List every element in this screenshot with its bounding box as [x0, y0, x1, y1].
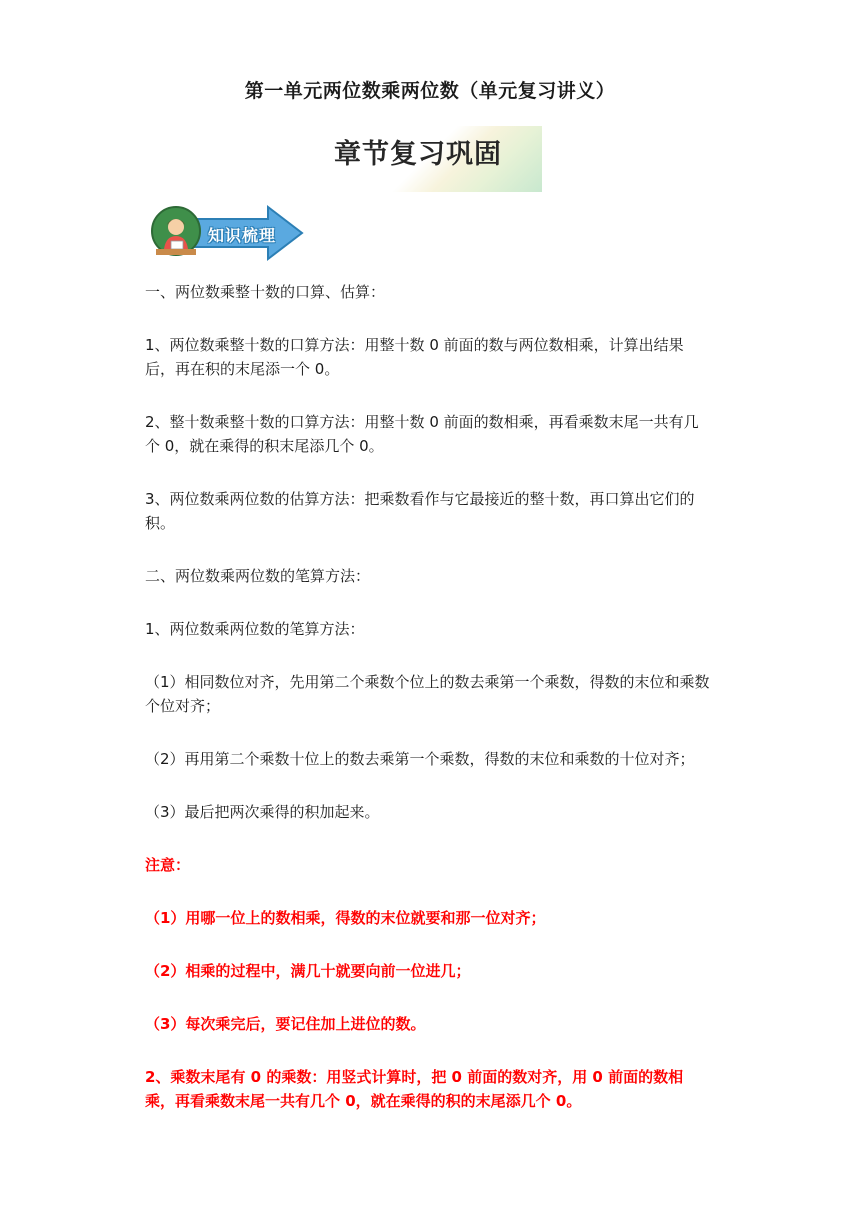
paragraph: 1、两位数乘整十数的口算方法：用整十数 0 前面的数与两位数相乘，计算出结果后，再在积的末尾添一个 0。 — [145, 336, 684, 378]
paragraph: 1、两位数乘两位数的笔算方法： — [145, 620, 365, 638]
paragraph: 3、两位数乘两位数的估算方法：把乘数看作与它最接近的整十数，再口算出它们的积。 — [145, 490, 695, 532]
note-item: （1）用哪一位上的数相乘，得数的末位就要和那一位对齐； — [145, 909, 546, 927]
note-item: （2）相乘的过程中，满几十就要向前一位进几； — [145, 962, 471, 980]
section-heading-1: 一、两位数乘整十数的口算、估算： — [145, 283, 386, 301]
paragraph: （2）再用第二个乘数十位上的数去乘第一个乘数，得数的末位和乘数的十位对齐； — [145, 750, 695, 768]
paragraph: 2、整十数乘整十数的口算方法：用整十数 0 前面的数相乘，再看乘数末尾一共有几个 0，就在乘得的积末尾添几个 0。 — [145, 413, 699, 455]
section-banner — [318, 126, 542, 192]
note-heading: 注意： — [145, 856, 191, 874]
note-item: （3）每次乘完后，要记住加上进位的数。 — [145, 1015, 426, 1033]
section-heading-2: 二、两位数乘两位数的笔算方法： — [145, 567, 371, 585]
page-title: 第一单元两位数乘两位数（单元复习讲义） — [244, 80, 616, 102]
knowledge-badge — [150, 203, 306, 263]
paragraph: （3）最后把两次乘得的积加起来。 — [145, 803, 380, 821]
note-paragraph: 2、乘数末尾有 0 的乘数：用竖式计算时，把 0 前面的数对齐，用 0 前面的数相乘，再看乘数末尾一共有几个 0，就在乘得的积的末尾添几个 0。 — [145, 1068, 684, 1110]
banner-title: 章节复习巩固 — [334, 139, 502, 170]
badge-label: 知识梳理 — [208, 226, 277, 245]
document-body — [145, 280, 713, 1113]
paragraph: （1）相同数位对齐，先用第二个乘数个位上的数去乘第一个乘数，得数的末位和乘数个位对齐； — [145, 673, 710, 715]
